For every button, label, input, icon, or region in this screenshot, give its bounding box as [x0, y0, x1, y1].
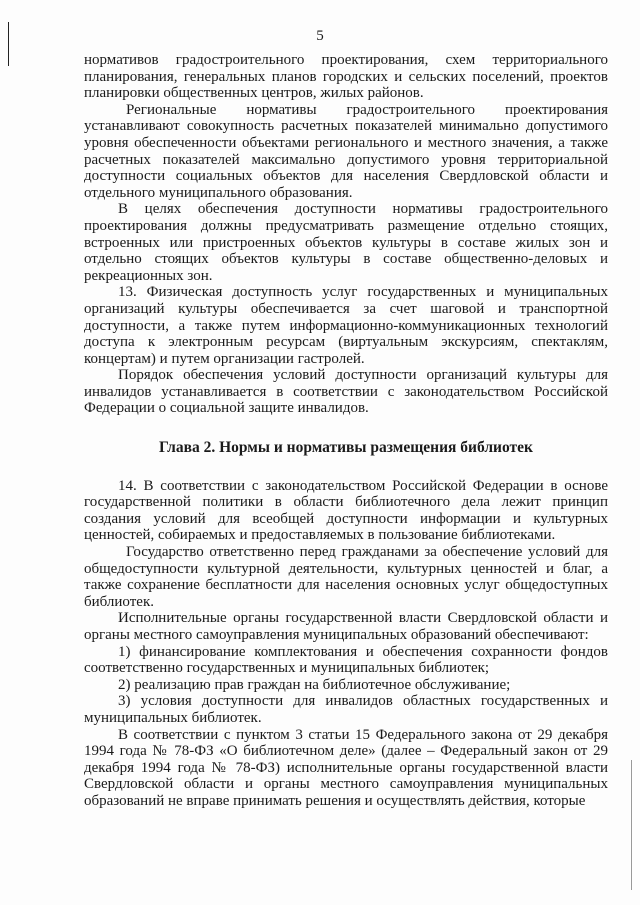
paragraph: Региональные нормативы градостроительного проектирования устанавливают совокупность расчетных показателей минимально допустимого уровня обеспеченности объектами регионального и местного значения, а также расчетных показателей максимально допустимого уровня территориальной доступности социальных объектов для населения Свердловской области и отдельного муниципального образования.: [84, 101, 608, 201]
scan-margin-mark: [631, 760, 632, 890]
chapter-heading: Глава 2. Нормы и нормативы размещения библиотек: [159, 439, 533, 457]
paragraph: 14. В соответствии с законодательством Российской Федерации в основе государственной политики в области библиотечного дела лежит принцип создания условий для всеобщей доступности информации и культурных ценностей, собираемых и предоставляемых в пользование библиотеками.: [84, 477, 608, 544]
paragraph: нормативов градостроительного проектирования, схем территориального планирования, генеральных планов городских и сельских поселений, проектов планировки общественных центров, жилых районов.: [84, 52, 608, 102]
document-body: [84, 52, 608, 810]
list-item: 3) условия доступности для инвалидов областных государственных и муниципальных библиотек.: [84, 693, 608, 726]
page-number: 5: [316, 28, 324, 44]
list-item: 2) реализацию прав граждан на библиотечное обслуживание;: [118, 676, 511, 693]
paragraph: Исполнительные органы государственной власти Свердловской области и органы местного самоуправления муниципальных образований обеспечивают:: [84, 610, 608, 643]
paragraph: Порядок обеспечения условий доступности организаций культуры для инвалидов устанавливается в соответствии с законодательством Российской Федерации о социальной защите инвалидов.: [84, 367, 608, 417]
paragraph: В соответствии с пунктом 3 статьи 15 Федерального закона от 29 декабря 1994 года № 78-ФЗ «О библиотечном деле» (далее – Федеральный закон от 29 декабря 1994 года № 78-ФЗ) исполнительные органы государственной власти Свердловской области и органы местного самоуправления муниципальных образований не вправе принимать решения и осуществлять действия, которые: [84, 726, 608, 809]
paragraph: 13. Физическая доступность услуг государственных и муниципальных организаций культуры обеспечивается за счет шаговой и транспортной доступности, а также путем информационно-коммуникационных технологий доступа к электронным ресурсам (виртуальным экскурсиям, спектаклям, концертам) и путем организации гастролей.: [84, 284, 608, 367]
list-item: 1) финансирование комплектования и обеспечения сохранности фондов соответственно государственных и муниципальных библиотек;: [84, 643, 608, 677]
paragraph: В целях обеспечения доступности нормативы градостроительного проектирования должны предусматривать размещение отдельно стоящих, встроенных или пристроенных объектов культуры в составе жилых зон и отдельно стоящих объектов культуры в составе общественно-деловых и рекреационных зон.: [84, 201, 608, 284]
paragraph: Государство ответственно перед гражданами за обеспечение условий для общедоступности культурной деятельности, культурных ценностей и благ, а также сохранение бесплатности для населения основных услуг общедоступных библиотек.: [84, 544, 608, 610]
